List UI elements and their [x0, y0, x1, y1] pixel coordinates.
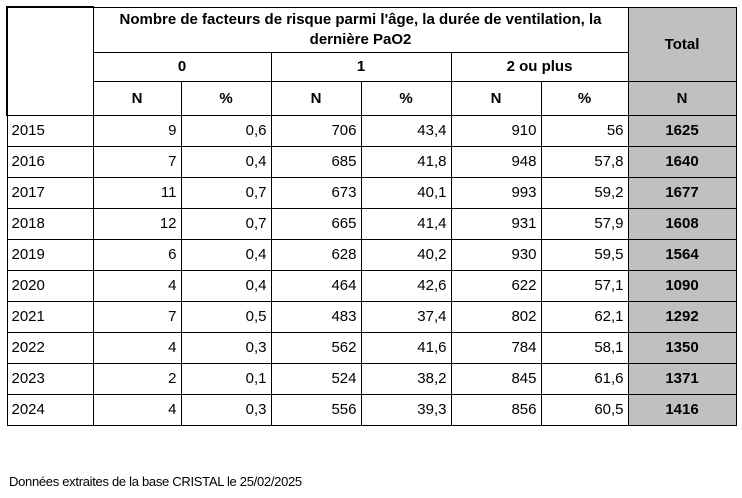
value-cell: 0,1	[181, 363, 271, 394]
value-cell: 59,2	[541, 177, 628, 208]
value-cell: 706	[271, 115, 361, 146]
value-cell: 685	[271, 146, 361, 177]
table-row	[7, 208, 736, 239]
total-cell: 1608	[628, 208, 736, 239]
total-cell: 1625	[628, 115, 736, 146]
total-cell: 1640	[628, 146, 736, 177]
value-cell: 39,3	[361, 394, 451, 425]
total-header: Total	[628, 7, 736, 81]
corner-cell	[7, 7, 93, 115]
year-cell: 2021	[7, 301, 93, 332]
total-cell: 1564	[628, 239, 736, 270]
value-cell: 9	[93, 115, 181, 146]
value-cell: 993	[451, 177, 541, 208]
value-cell: 38,2	[361, 363, 451, 394]
value-cell: 856	[451, 394, 541, 425]
value-cell: 41,4	[361, 208, 451, 239]
year-cell: 2022	[7, 332, 93, 363]
value-cell: 524	[271, 363, 361, 394]
total-cell: 1371	[628, 363, 736, 394]
value-cell: 556	[271, 394, 361, 425]
year-cell: 2020	[7, 270, 93, 301]
value-cell: 56	[541, 115, 628, 146]
total-sub-header: N	[628, 81, 736, 115]
value-cell: 12	[93, 208, 181, 239]
sub-header-n: N	[451, 81, 541, 115]
value-cell: 7	[93, 146, 181, 177]
sub-header-pct: %	[541, 81, 628, 115]
value-cell: 6	[93, 239, 181, 270]
value-cell: 41,6	[361, 332, 451, 363]
value-cell: 11	[93, 177, 181, 208]
table-row	[7, 332, 736, 363]
value-cell: 43,4	[361, 115, 451, 146]
total-cell: 1350	[628, 332, 736, 363]
risk-factor-table	[6, 6, 737, 426]
group-title: Nombre de facteurs de risque parmi l'âge, la durée de ventilation, la dernière PaO2	[93, 7, 628, 52]
value-cell: 57,9	[541, 208, 628, 239]
value-cell: 40,1	[361, 177, 451, 208]
value-cell: 622	[451, 270, 541, 301]
year-cell: 2015	[7, 115, 93, 146]
footnote: Données extraites de la base CRISTAL le 25/02/2025	[9, 474, 302, 489]
table-row	[7, 146, 736, 177]
group-header-2: 2 ou plus	[451, 52, 628, 81]
value-cell: 0,4	[181, 146, 271, 177]
table-row	[7, 177, 736, 208]
total-cell: 1292	[628, 301, 736, 332]
value-cell: 4	[93, 394, 181, 425]
value-cell: 0,5	[181, 301, 271, 332]
table-row	[7, 301, 736, 332]
table-row	[7, 115, 736, 146]
value-cell: 0,3	[181, 332, 271, 363]
value-cell: 0,4	[181, 239, 271, 270]
value-cell: 483	[271, 301, 361, 332]
value-cell: 4	[93, 332, 181, 363]
value-cell: 784	[451, 332, 541, 363]
value-cell: 59,5	[541, 239, 628, 270]
value-cell: 910	[451, 115, 541, 146]
value-cell: 0,3	[181, 394, 271, 425]
group-header-1: 1	[271, 52, 451, 81]
table-row	[7, 363, 736, 394]
value-cell: 802	[451, 301, 541, 332]
value-cell: 57,8	[541, 146, 628, 177]
value-cell: 2	[93, 363, 181, 394]
value-cell: 0,7	[181, 208, 271, 239]
value-cell: 60,5	[541, 394, 628, 425]
value-cell: 61,6	[541, 363, 628, 394]
value-cell: 0,6	[181, 115, 271, 146]
value-cell: 7	[93, 301, 181, 332]
value-cell: 562	[271, 332, 361, 363]
value-cell: 930	[451, 239, 541, 270]
table-row	[7, 270, 736, 301]
value-cell: 628	[271, 239, 361, 270]
value-cell: 37,4	[361, 301, 451, 332]
year-cell: 2018	[7, 208, 93, 239]
value-cell: 464	[271, 270, 361, 301]
value-cell: 673	[271, 177, 361, 208]
value-cell: 41,8	[361, 146, 451, 177]
value-cell: 42,6	[361, 270, 451, 301]
sub-header-n: N	[93, 81, 181, 115]
sub-header-pct: %	[181, 81, 271, 115]
value-cell: 0,7	[181, 177, 271, 208]
table-row	[7, 394, 736, 425]
sub-header-n: N	[271, 81, 361, 115]
total-cell: 1416	[628, 394, 736, 425]
year-cell: 2017	[7, 177, 93, 208]
year-cell: 2023	[7, 363, 93, 394]
group-header-0: 0	[93, 52, 271, 81]
sub-header-pct: %	[361, 81, 451, 115]
value-cell: 40,2	[361, 239, 451, 270]
year-cell: 2024	[7, 394, 93, 425]
value-cell: 62,1	[541, 301, 628, 332]
total-cell: 1090	[628, 270, 736, 301]
year-cell: 2019	[7, 239, 93, 270]
value-cell: 931	[451, 208, 541, 239]
year-cell: 2016	[7, 146, 93, 177]
value-cell: 0,4	[181, 270, 271, 301]
table-row	[7, 239, 736, 270]
value-cell: 58,1	[541, 332, 628, 363]
value-cell: 665	[271, 208, 361, 239]
total-cell: 1677	[628, 177, 736, 208]
value-cell: 948	[451, 146, 541, 177]
value-cell: 4	[93, 270, 181, 301]
value-cell: 845	[451, 363, 541, 394]
value-cell: 57,1	[541, 270, 628, 301]
